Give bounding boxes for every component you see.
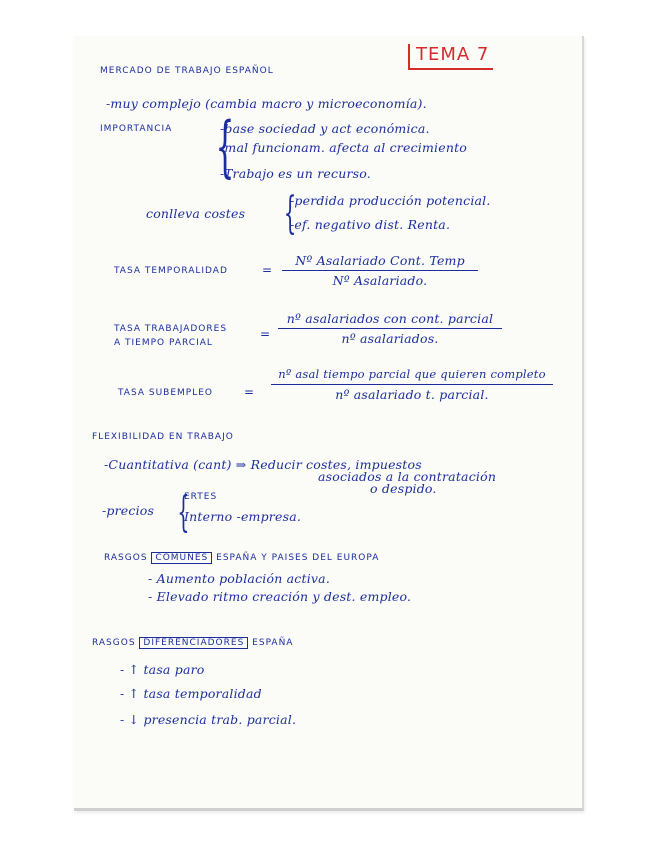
- distinct-trait-2: - ↑ tasa temporalidad: [120, 686, 262, 701]
- topic-title: TEMA 7: [408, 44, 493, 70]
- common-trait-2: - Elevado ritmo creación y dest. empleo.: [148, 589, 412, 604]
- prices-item-1: ERTES: [184, 492, 218, 502]
- temporality-equals: =: [262, 263, 273, 277]
- flexibility-quantitative-2: asociados a la contratación: [318, 469, 497, 484]
- importance-label: IMPORTANCIA: [100, 124, 173, 134]
- costs-label: conlleva costes: [146, 206, 246, 221]
- distinct-traits-boxed: DIFERENCIADORES: [139, 637, 248, 649]
- distinct-trait-3: - ↓ presencia trab. parcial.: [120, 712, 297, 727]
- underemployment-equals: =: [244, 385, 255, 399]
- prices-item-2: Interno -empresa.: [184, 509, 302, 524]
- cost-item-1: -perdida producción potencial.: [290, 193, 491, 208]
- fraction-bar: [278, 328, 502, 329]
- common-traits-boxed: COMUNES: [151, 552, 212, 564]
- underemployment-denominator: nº asalariado t. parcial.: [335, 386, 489, 402]
- temporality-fraction: [276, 253, 484, 288]
- importance-brace: {: [215, 108, 235, 185]
- cost-item-2: -ef. negativo dist. Renta.: [290, 217, 451, 232]
- costs-brace: {: [283, 188, 297, 239]
- underemployment-fraction: [258, 368, 566, 402]
- flexibility-quantitative-1: -Cuantitativa (cant) ⇒ Reducir costes, impuestos: [104, 457, 422, 472]
- part-time-rate-label-1: TASA TRABAJADORES: [114, 324, 228, 334]
- prices-brace: {: [177, 487, 190, 536]
- flexibility-quantitative-3: o despido.: [370, 481, 437, 496]
- part-time-equals: =: [260, 327, 271, 341]
- fraction-bar: [282, 270, 478, 271]
- common-traits-heading: [104, 553, 379, 564]
- temporality-rate-label: TASA TEMPORALIDAD: [114, 266, 228, 276]
- underemployment-numerator: nº asal tiempo parcial que quieren completo: [278, 367, 546, 381]
- flexibility-heading: FLEXIBILIDAD EN TRABAJO: [92, 432, 234, 442]
- part-time-denominator: nº asalariados.: [341, 331, 439, 346]
- common-traits-suffix: ESPAÑA Y PAISES DEL EUROPA: [216, 553, 380, 563]
- temporality-numerator: Nº Asalariado Cont. Temp: [295, 253, 465, 268]
- fraction-bar: [271, 384, 553, 385]
- temporality-denominator: Nº Asalariado.: [332, 273, 428, 288]
- prices-label: -precios: [102, 503, 155, 518]
- part-time-fraction: [272, 311, 508, 346]
- common-trait-1: - Aumento población activa.: [148, 571, 330, 586]
- importance-item-2: -mal funcionam. afecta al crecimiento: [220, 140, 468, 155]
- part-time-numerator: nº asalariados con cont. parcial: [286, 311, 494, 326]
- distinct-traits-suffix: ESPAÑA: [252, 638, 294, 648]
- distinct-trait-1: - ↑ tasa paro: [120, 662, 205, 677]
- complexity-note: -muy complejo (cambia macro y microeconomía).: [106, 96, 427, 111]
- distinct-traits-prefix: RASGOS: [92, 638, 136, 648]
- main-heading: MERCADO DE TRABAJO ESPAÑOL: [100, 66, 274, 76]
- part-time-rate-label-2: A TIEMPO PARCIAL: [114, 338, 213, 348]
- common-traits-prefix: RASGOS: [104, 553, 148, 563]
- importance-item-1: -base sociedad y act económica.: [220, 121, 430, 136]
- distinct-traits-heading: [92, 638, 293, 649]
- importance-item-3: -Trabajo es un recurso.: [220, 166, 371, 181]
- underemployment-rate-label: TASA SUBEMPLEO: [118, 388, 213, 398]
